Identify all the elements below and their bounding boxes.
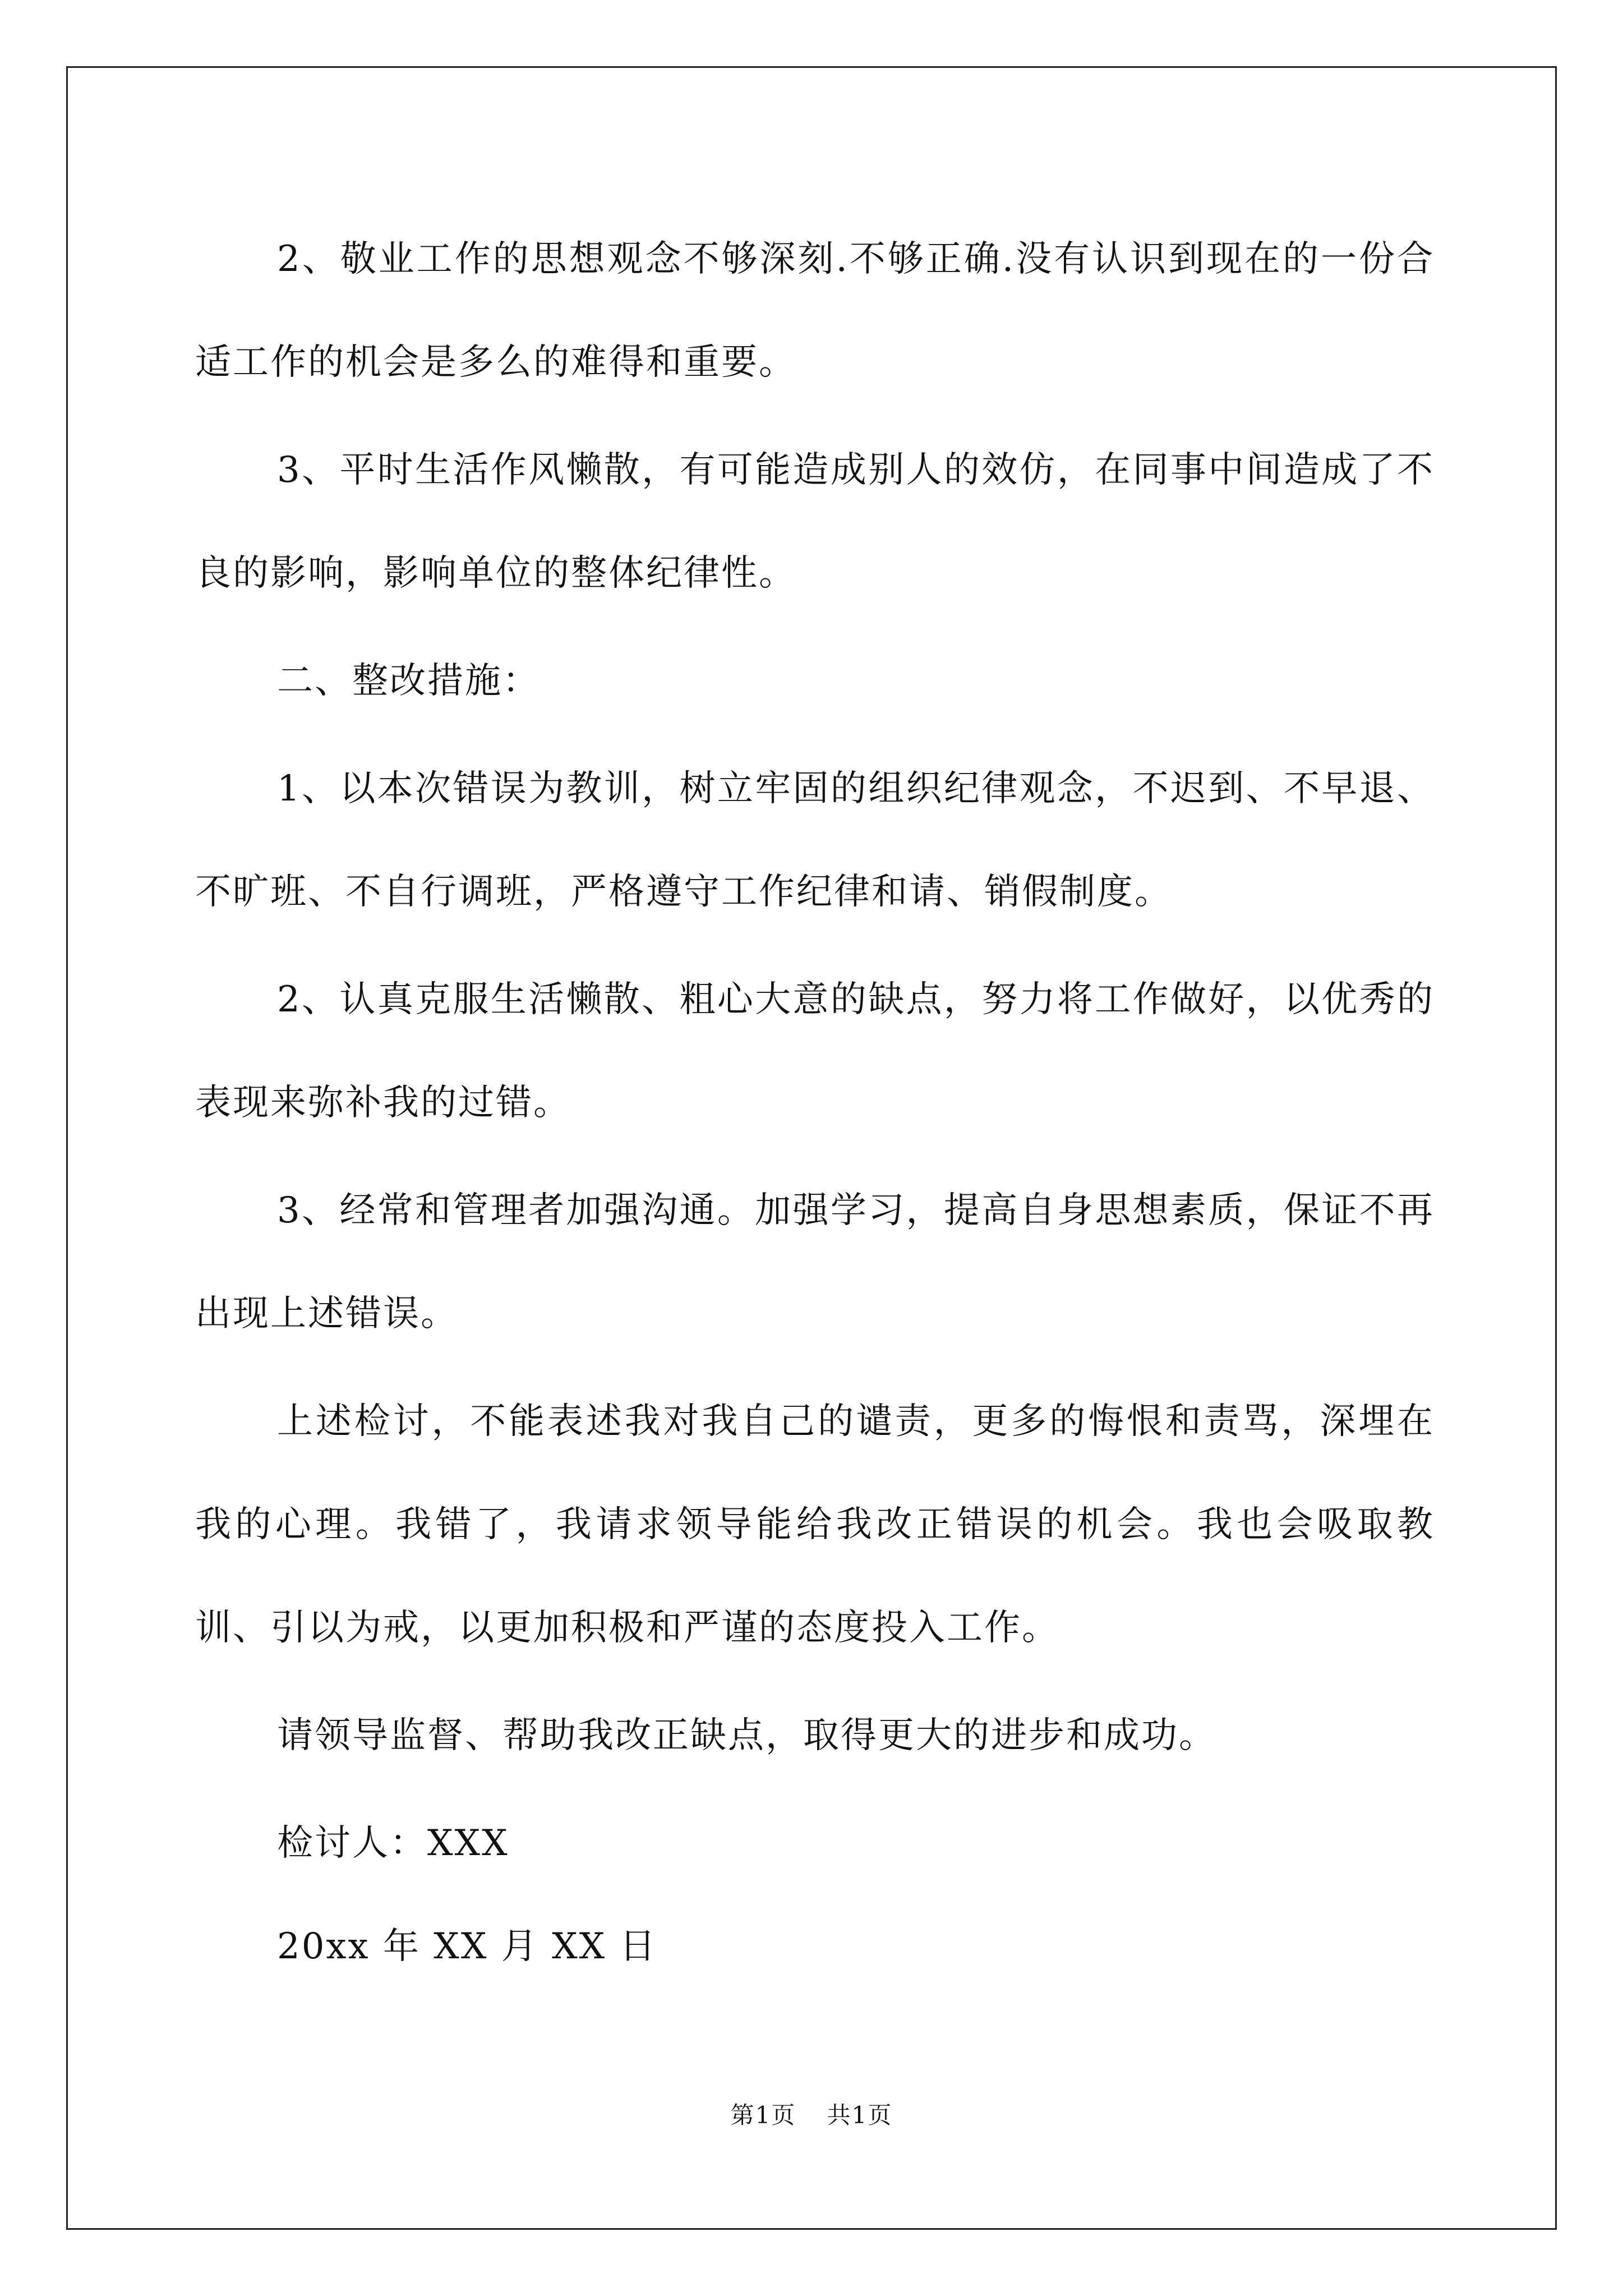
date: 20xx 年 XX 月 XX 日 (277, 1926, 657, 1967)
paragraph: 2、认真克服生活懒散、粗心大意的缺点，努力将工作做好，以优秀的表现来弥补我的过错。 (195, 979, 1435, 1124)
section-heading: 二、整改措施： (277, 660, 540, 702)
paragraph: 3、平时生活作风懒散，有可能造成别人的效仿，在同事中间造成了不良的影响，影响单位的整体纪律性。 (195, 449, 1435, 594)
paragraph: 3、经常和管理者加强沟通。加强学习，提高自身思想素质，保证不再出现上述错误。 (195, 1190, 1435, 1335)
paragraph: 上述检讨，不能表述我对我自己的谴责，更多的悔恨和责骂，深埋在我的心理。我错了，我请求领导能给我改正错误的机会。我也会吸取教训、引以为戒，以更加积极和严谨的态度投入工作。 (195, 1401, 1435, 1649)
paragraph: 1、以本次错误为教训，树立牢固的组织纪律观念，不迟到、不早退、不旷班、不自行调班，严格遵守工作纪律和请、销假制度。 (195, 768, 1435, 913)
signature: 检讨人：XXX (277, 1823, 509, 1864)
paragraph: 请领导监督、帮助我改正缺点，取得更大的进步和成功。 (277, 1715, 1216, 1756)
paragraph: 2、敬业工作的思想观念不够深刻.不够正确.没有认识到现在的一份合适工作的机会是多么的难得和重要。 (195, 238, 1435, 383)
page-footer (0, 2097, 1623, 2131)
page-total: 共1页 (827, 2101, 893, 2129)
page-number: 第1页 (730, 2101, 796, 2129)
document-body (195, 208, 1435, 1998)
